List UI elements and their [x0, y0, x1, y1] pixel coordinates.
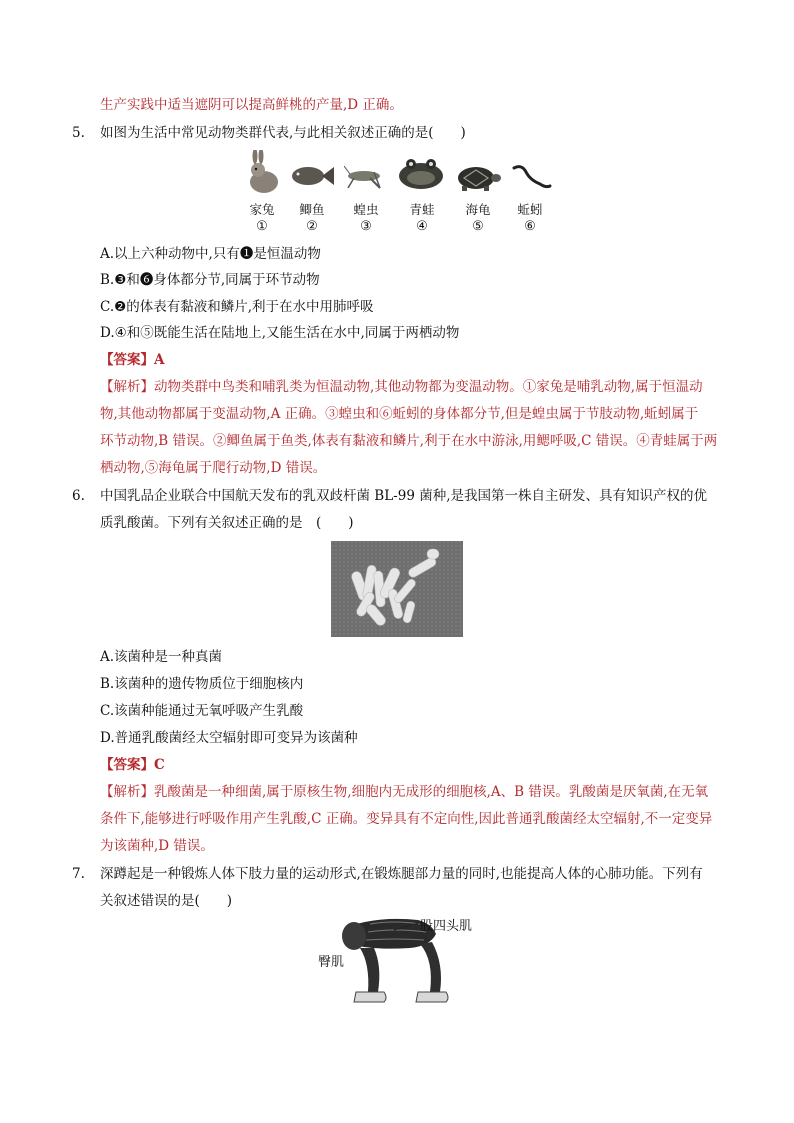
- fish-icon: [290, 162, 334, 190]
- glute-label: 臀肌: [318, 955, 345, 970]
- option-c: C.❷的体表有黏液和鳞片,利于在水中用肺呼吸: [100, 299, 374, 315]
- animal-index: ③: [360, 219, 372, 234]
- option-a: A.以上六种动物中,只有❶是恒温动物: [100, 246, 321, 262]
- option-c: C.该菌种能通过无氧呼吸产生乳酸: [100, 703, 304, 719]
- analysis-line: 物,其他动物都属于变温动物,A 正确。③蝗虫和⑥蚯蚓的身体都分节,但是蝗虫属于节肢动物,蚯蚓属于: [100, 406, 699, 422]
- animal-figure: [240, 150, 560, 240]
- option-b: B.❸和❻身体都分节,同属于环节动物: [100, 272, 320, 288]
- animal-index: ⑤: [472, 219, 484, 234]
- animal-index: ①: [256, 219, 268, 234]
- grasshopper-icon: [344, 164, 388, 190]
- frog-icon: [394, 156, 448, 192]
- option-a: A.该菌种是一种真菌: [100, 649, 223, 665]
- answer-label: 【答案】C: [100, 757, 165, 773]
- analysis-line: 条件下,能够进行呼吸作用产生乳酸,C 正确。变异具有不定向性,因此普通乳酸菌经太空辐射,不一定变异: [100, 811, 713, 827]
- question-number: 7.: [72, 866, 85, 882]
- earthworm-icon: [512, 162, 552, 192]
- animal-name: 鲫鱼: [299, 202, 325, 217]
- answer-label: 【答案】A: [100, 352, 165, 368]
- bacteria-micrograph: [331, 541, 463, 637]
- analysis-line: 为该菌种,D 错误。: [100, 838, 214, 854]
- animal-index: ②: [306, 219, 318, 234]
- analysis-line: 环节动物,B 错误。②鲫鱼属于鱼类,体表有黏液和鳞片,利于在水中游泳,用鳃呼吸,C 错误。④青蛙属于两: [100, 433, 718, 449]
- analysis-line: 【解析】乳酸菌是一种细菌,属于原核生物,细胞内无成形的细胞核,A、B 错误。乳酸菌是厌氧菌,在无氧: [100, 784, 709, 800]
- option-d: D.普通乳酸菌经太空辐射即可变异为该菌种: [100, 730, 358, 746]
- question-stem: 如图为生活中常见动物类群代表,与此相关叙述正确的是( ): [100, 125, 466, 141]
- quadriceps-label: 股四头肌: [420, 919, 473, 934]
- question-stem: 关叙述错误的是( ): [100, 893, 233, 909]
- option-b: B.该菌种的遗传物质位于细胞核内: [100, 676, 304, 692]
- turtle-icon: [454, 164, 502, 192]
- analysis-line: 栖动物,⑤海龟属于爬行动物,D 错误。: [100, 460, 327, 476]
- animal-index: ⑥: [524, 219, 536, 234]
- question-stem: 质乳酸菌。下列有关叙述正确的是 ( ): [100, 515, 354, 531]
- question-number: 5.: [72, 125, 85, 141]
- rabbit-icon: [246, 150, 280, 194]
- animal-name: 蝗虫: [353, 202, 379, 217]
- analysis-line: 【解析】动物类群中鸟类和哺乳类为恒温动物,其他动物都为变温动物。①家兔是哺乳动物,属于恒温动: [100, 379, 703, 395]
- animal-name: 家兔: [249, 202, 275, 217]
- previous-analysis-tail: 生产实践中适当遮阴可以提高鲜桃的产量,D 正确。: [100, 97, 403, 113]
- animal-name: 蚯蚓: [517, 202, 543, 217]
- option-d: D.④和⑤既能生活在陆地上,又能生活在水中,同属于两栖动物: [100, 325, 460, 341]
- animal-index: ④: [416, 219, 428, 234]
- animal-name: 海龟: [465, 202, 491, 217]
- squat-figure: [318, 914, 478, 1014]
- animal-name: 青蛙: [409, 202, 435, 217]
- question-number: 6.: [72, 488, 85, 504]
- question-stem: 深蹲起是一种锻炼人体下肢力量的运动形式,在锻炼腿部力量的同时,也能提高人体的心肺功能。下列有: [100, 866, 703, 882]
- question-stem: 中国乳品企业联合中国航天发布的乳双歧杆菌 BL-99 菌种,是我国第一株自主研发、具有知识产权的优: [100, 488, 707, 504]
